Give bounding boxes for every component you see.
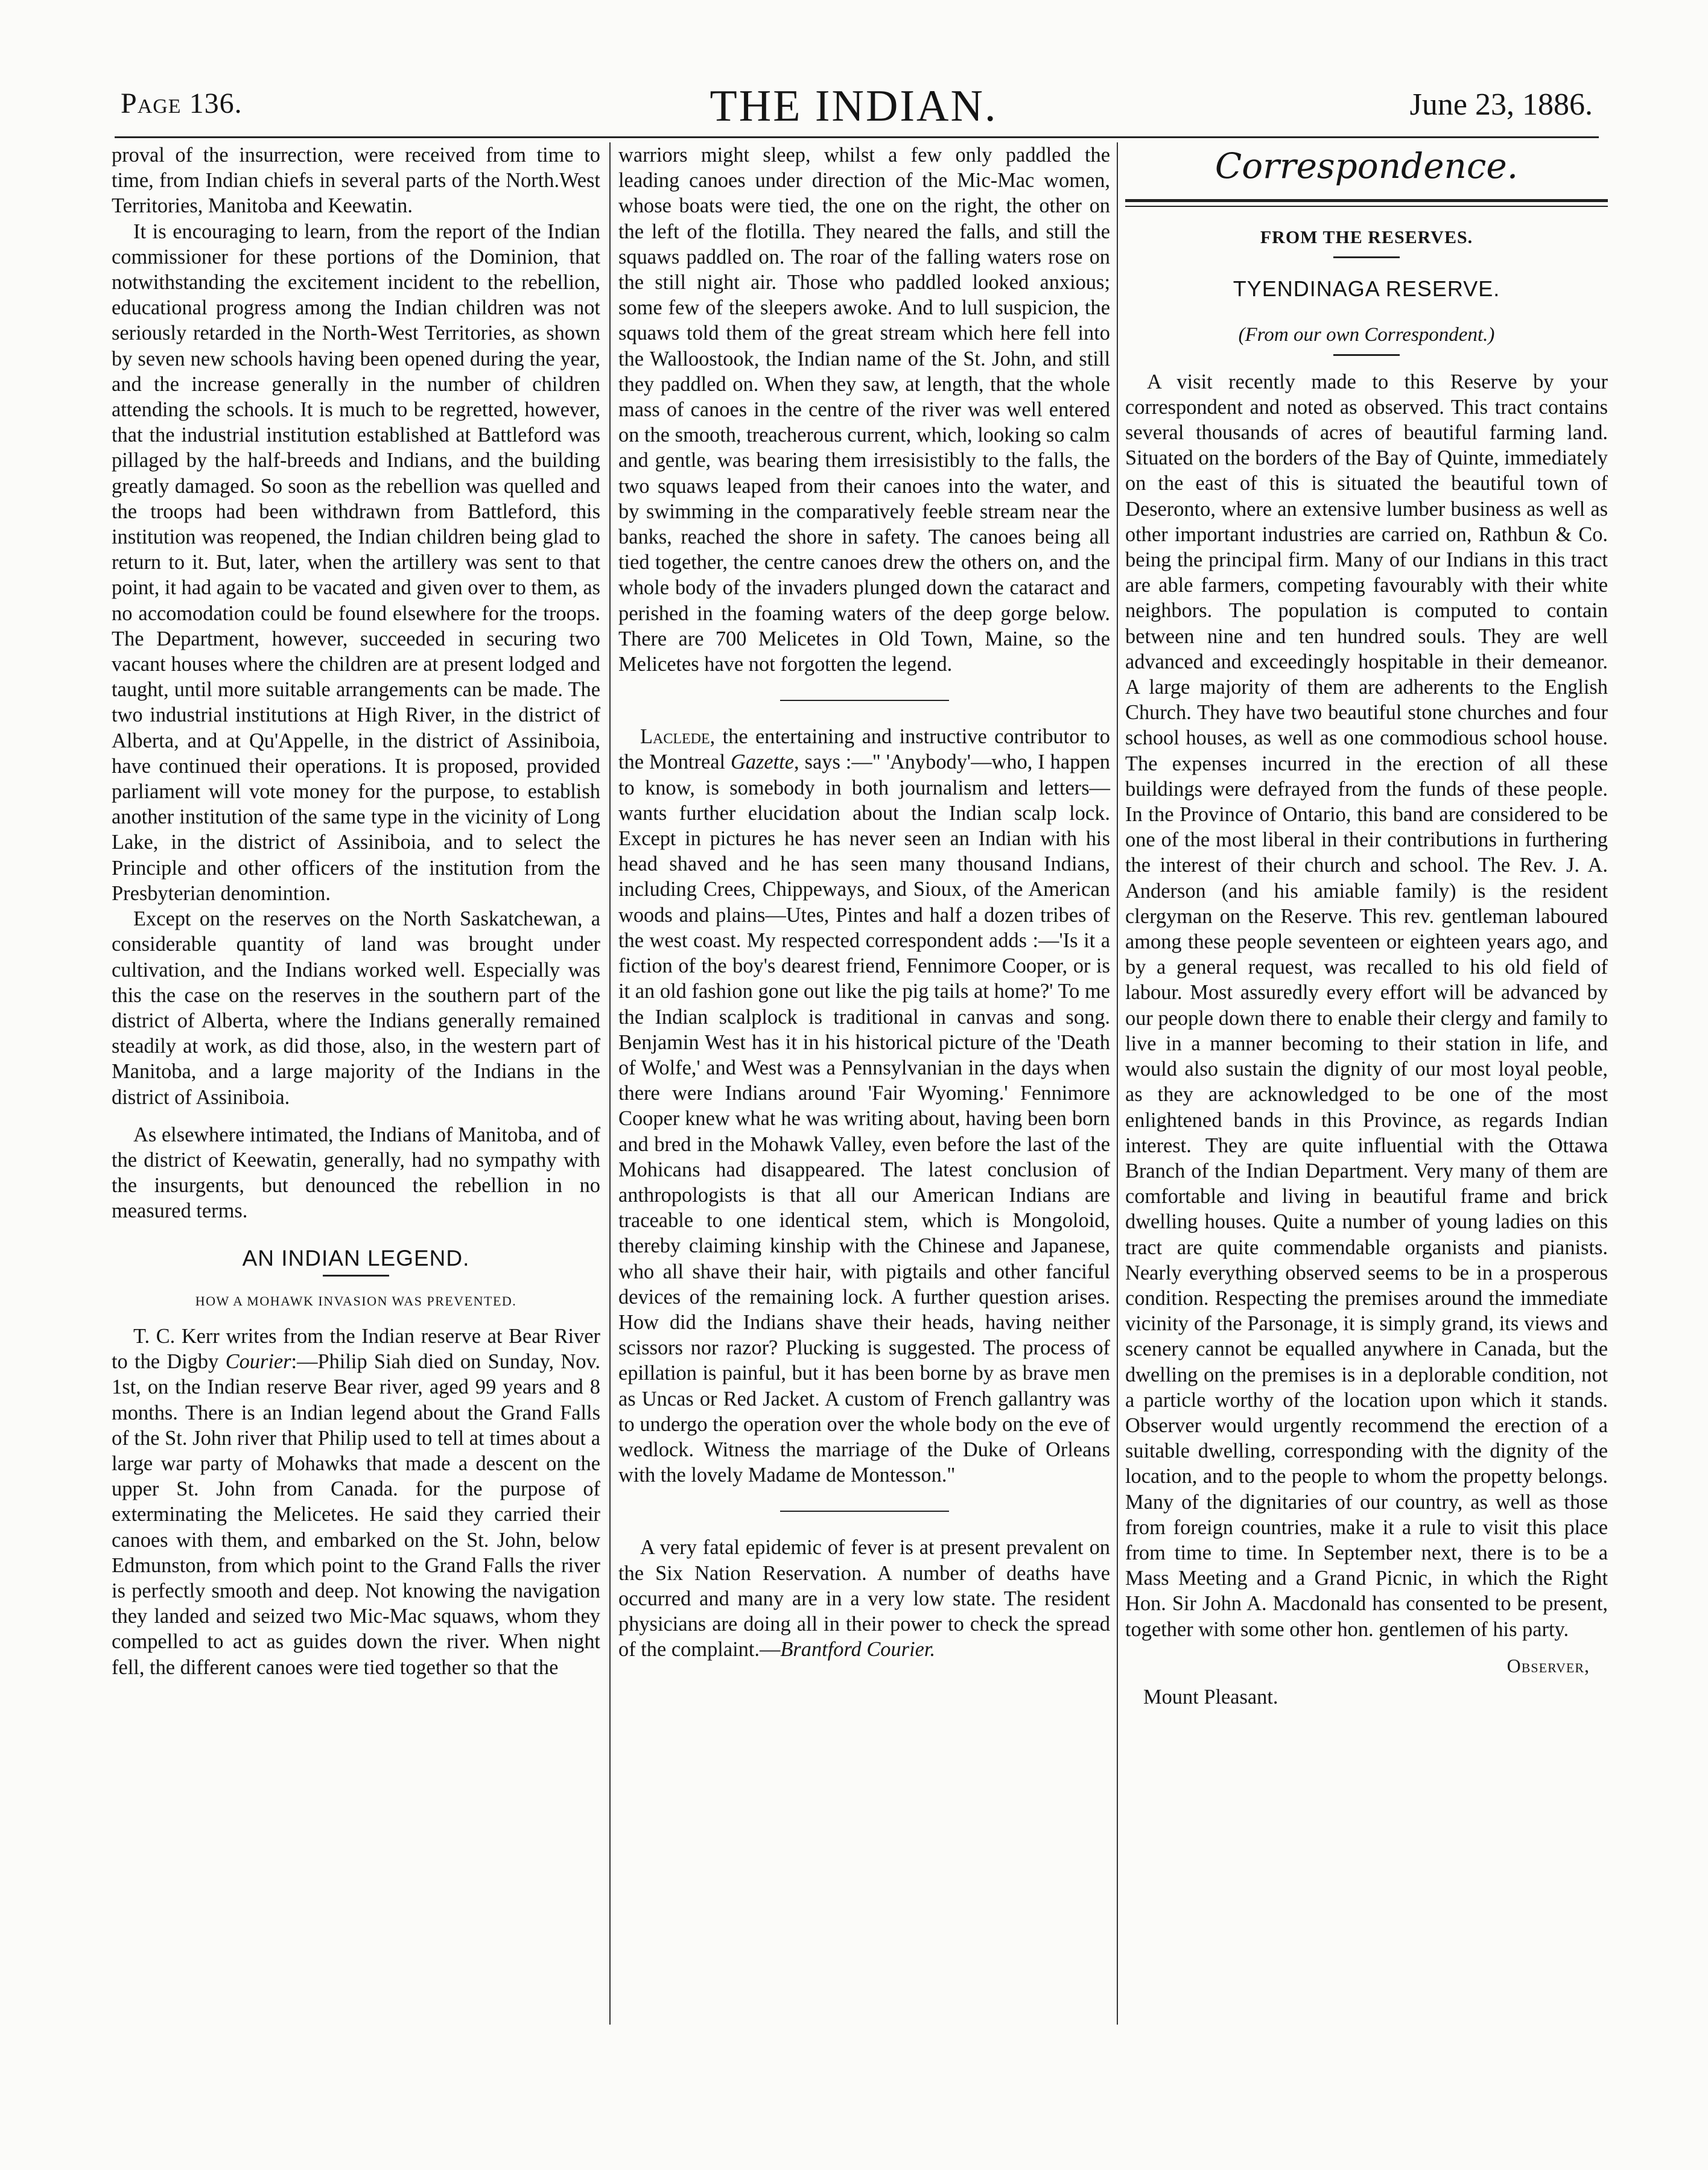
column-divider [609,142,611,2025]
article-paragraph: As elsewhere intimated, the Indians of Manitoba, and of the district of Keewatin, generally, had no sympathy with the insurgents, but denounced the rebellion in no measured terms. [112,1123,600,1223]
legend-continued: warriors might sleep, whilst a few only paddled the leading canoes under direction of the Mic-Mac women, whose boats were tied, the one on the right, the other on the left of the flotilla. They neared the falls, and still the squaws paddled on. The roar of the falling waters rose on the still night air. Those who paddled looked anxious; some few of the sleepers awoke. And to lull suspicion, the squaws told them of the great stream which here fell into the Walloostook, the Indian name of the St. John, and still they paddled on. When they saw, at length, that the whole mass of canoes in the centre of the river was well entered on the smooth, treacherous current, which, looking so calm and gentle, was bearing them irresisistibly to the falls, the two squaws leaped from their canoes into the water, and by swimming in the comparatively feeble stream near the banks, reached the shore in safety. The canoes being all tied together, the centre canoes drew the others on, and the whole body of the invaders plunged down the cataract and perished in the foaming waters of the deep gorge below. There are 700 Melicetes in Old Town, Maine, so the Melicetes have not forgotten the legend. [618,144,1110,676]
legend-subheading: HOW A MOHAWK INVASION WAS PREVENTED. [195,1293,517,1309]
masthead-rule [115,136,1599,138]
newspaper-name: Gazette [730,750,795,774]
column-divider [1117,142,1118,2025]
from-reserves-heading: FROM THE RESERVES. [1260,227,1473,247]
fever-paragraph: A very fatal epidemic of fever is at present prevalent on the Six Nation Reservation. A number of deaths have occurred and many are in a very low state. The resident physicians are doing all in their power to check the spread of the complaint.—Brantford Courier. [618,1536,1110,1661]
heading-rule [1333,354,1400,356]
heading-rule [323,1275,389,1277]
article-paragraph: proval of the insurrection, were received from time to time, from Indian chiefs in several parts of the North.West Territories, Manitoba and Keewatin. [112,144,600,218]
section-rule [780,700,949,701]
laclede-paragraph: Laclede, the entertaining and instructive contributor to the Montreal Gazette, says :—" 'Anybody'—who, I happen to know, is somebody in both journalism and letters—wants further elucidation about the Indian scalp lock. Except in pictures he has never seen an Indian with his head shaved and he has seen many thousand Indians, including Crees, Chippeways, and Sioux, of the American woods and plains—Utes, Pintes and half a dozen tribes of the west coast. My respected correspondent adds :—'Is it a fiction of the boy's dearest friend, Fennimore Cooper, or is it an old fashion gone out like the pig tails at home?' To me the Indian scalplock is traditional in canvas and song. Benjamin West has it in his historical picture of the 'Death of Wolfe,' and West was a Pennsylvanian in the days when there were Indians around 'Fair Wyoming.' Fennimore Cooper knew what he was writing about, having been born and bred in the Mohawk Valley, even before the last of the Mohicans had disappeared. The latest conclusion of anthropologists is that all our American Indians are traceable to one identical stem, which is Mongoloid, thereby claiming kinship with the Chinese and Japanese, who all shave their hair, with pigtails and other fanciful devices of the remaining lock. A further question arises. How did the Indians shave their heads, having neither scissors nor razor? Plucking is suggested. The process of epillation is painful, but it has been borne by as brave men as Uncas or Red Jacket. A custom of French gallantry was to undergo the operation over the whole body on the eve of wedlock. Witness the marriage of the Duke of Orleans with the lovely Madame de Montesson." [618,725,1110,1487]
column-2 [618,142,1110,2061]
column-1 [112,142,600,2019]
column-3 [1125,142,1608,2000]
masthead [109,83,1599,138]
issue-date: June 23, 1886. [1409,87,1593,122]
legend-paragraph: T. C. Kerr writes from the Indian reserve at Bear River to the Digby Courier:—Philip Siah died on Sunday, Nov. 1st, on the Indian reserve Bear river, aged 99 years and 8 months. There is an Indian legend about the Grand Falls of the St. John river that Philip used to tell at times about a large war party of Mohawks that made a descent on the upper St. John from Canada. for the purpose of exterminating the Melicetes. He said they carried their canoes with them, and embarked on the St. John, below Edmunston, from which point to the Grand Falls the river is perfectly smooth and deep. Not knowing the navigation they landed and seized two Mic-Mac squaws, whom they compelled to act as guides down the river. When night fell, the different canoes were tied together so that the [112,1324,600,1679]
reserve-heading: TYENDINAGA RESERVE. [1233,276,1500,302]
location: Mount Pleasant. [1143,1685,1278,1708]
newspaper-title: THE INDIAN. [710,81,998,131]
legend-heading: AN INDIAN LEGEND. [242,1245,470,1271]
article-paragraph: Except on the reserves on the North Saskatchewan, a considerable quantity of land was brought under cultivation, and the Indians worked well. Especially was this the case on the reserves in the southern part of the district of Alberta, where the Indians generally remained steadily at work, as did those, also, in the western part of Manitoba, and a large majority of the Indians in the district of Assiniboia. [112,907,600,1109]
title-rule [1125,199,1608,202]
newspaper-name: Courier [225,1350,291,1374]
correspondent-note: (From our own Correspondent.) [1238,324,1495,346]
correspondence-title: Correspondence. [1214,145,1519,186]
source-name: Brantford Courier. [780,1638,936,1661]
heading-rule [1333,256,1400,258]
section-rule [780,1511,949,1512]
signature: Observer, [1506,1654,1590,1677]
article-paragraph: It is encouraging to learn, from the report of the Indian commissioner for these portions of the Dominion, that notwithstanding the excitement incident to the rebellion, educational progress among the Indian children was not seriously retarded in the North-West Territories, as shown by seven new schools having been opened during the year, and the increase generally in the number of children attending the schools. It is much to be regretted, however, that the industrial institution established at Battleford was pillaged by the half-breeds and Indians, and the building greatly damaged. So soon as the rebellion was quelled and the troops had been withdrawn from Battleford, this institution was reopened, the Indian children being glad to return to it. But, later, when the artillery was sent to that point, it had again to be vacated and given over to them, as no accomodation could be found elsewhere for the troops. The Department, however, succeeded in securing two vacant houses where the children are at present lodged and taught, until more suitable arrangements can be made. The two industrial institutions at High River, in the district of Alberta, and at Qu'Appelle, in the district of Assiniboia, have continued their operations. It is proposed, provided parliament will vote money for the purpose, to establish another institution of the same type in the vicinity of Long Lake, in the district of Assiniboia, and to select the Principle and other officers of the institution from the Presbyterian denomintion. [112,220,600,905]
correspondence-body: A visit recently made to this Reserve by your correspondent and noted as observed. This tract contains several thousands of acres of beautiful farming land. Situated on the borders of the Bay of Quinte, immediately on the east of this is situated the beautiful town of Deseronto, where an extensive lumber business as well as other important industries are carried on, Rathbun & Co. being the principal firm. Many of our Indians in this tract are able farmers, competing favourably with their white neighbors. The population is computed to contain between nine and ten hundred souls. They are well advanced and exceedingly hospitable in their demeanor. A large majority of them are adherents to the English Church. They have two beautiful stone churches and four school houses, as well as one commodious school house. The expenses incurred in the erection of all these buildings were defrayed from the funds of these people. In the Province of Ontario, this band are considered to be one of the most liberal in their contributions in furthering the interest of their church and school. The Rev. J. A. Anderson (and his amiable family) is the resident clergyman on the Reserve. This rev. gentleman laboured among these people seventeen or eighteen years ago, and by a general request, was recalled to his old field of labour. Most assuredly every effort will be advanced by our people down there to enable their clergy and family to live in a manner becoming to their station in life, and would also sustain the dignity of our most loyal peoble, as they are acknowledged to be one of the most enlightened bands in this Province, as regards Indian interest. They are quite influential with the Ottawa Branch of the Indian Department. Very many of them are comfortable and living in beautiful frame and brick dwelling houses. Quite a number of young ladies on this tract are quite commendable organists and pianists. Nearly everything observed seems to be in a prosperous condition. Respecting the premises around the immediate vicinity of the Parsonage, it is simply grand, its views and scenery cannot be equalled anywhere in Canada, but the dwelling on the premises is in a deplorable condition, not a particle worthy of the location upon which it stands. Observer would urgently recommend the erection of a suitable dwelling, corresponding with the dignity of the location, and to the people to whom the propetty belongs. Many of the dignitaries of our country, as well as those from foreign countries, make it a rule to visit this place from time to time. In September next, there is to be a Mass Meeting and a Grand Picnic, in which the Right Hon. Sir John A. Macdonald has consented to be present, together with some other hon. gentlemen of his party. [1125,370,1608,1641]
author-name: Laclede [640,725,710,749]
page-number: Page 136. [121,87,243,119]
title-rule [1125,206,1608,207]
